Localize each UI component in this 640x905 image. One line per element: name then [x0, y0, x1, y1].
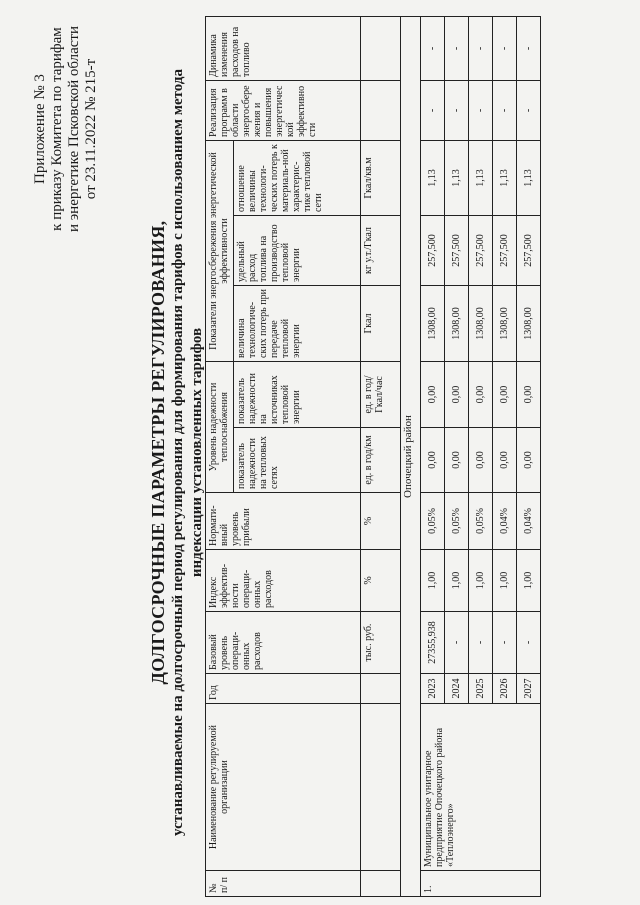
cell-ratio: 1,13 [469, 140, 493, 215]
col-header-index: Индекс эффектив-ности операци-онных расходов [206, 550, 361, 612]
cell-index: 1,00 [445, 550, 469, 612]
parameters-table [205, 16, 541, 897]
unit-loss: Гкал [361, 286, 401, 362]
unit-fuel: кг у.т./Гкал [361, 216, 401, 286]
cell-base: - [469, 612, 493, 674]
cell-index: 1,00 [517, 550, 541, 612]
cell-dynamics: - [469, 16, 493, 80]
cell-ratio: 1,13 [517, 140, 541, 215]
document-subtitle-2: индексации установленных тарифов [189, 327, 205, 578]
appendix-header [32, 26, 100, 232]
col-header-num: № п/ п [206, 871, 361, 897]
cell-index: 1,00 [421, 550, 445, 612]
cell-fuel: 257,500 [421, 216, 445, 286]
cell-profit: 0,04% [493, 493, 517, 550]
col-header-fuel: удельный расход топлива на производство тепловой энергии [234, 216, 361, 286]
col-header-year: Год [206, 674, 361, 704]
cell-rel-src: 0,00 [493, 362, 517, 428]
cell-loss: 1308,00 [469, 286, 493, 362]
col-header-rel-sources: показатель надежности на источниках тепловой энергии [234, 362, 361, 428]
col-header-reliability: Уровень надежности теплоснабжения [206, 362, 234, 493]
cell-profit: 0,05% [445, 493, 469, 550]
cell-rel-src: 0,00 [517, 362, 541, 428]
cell-loss: 1308,00 [421, 286, 445, 362]
cell-base: - [445, 612, 469, 674]
order-reference: к приказу Комитета по тарифам [49, 27, 65, 231]
table-row [421, 16, 445, 896]
units-row [361, 16, 401, 896]
cell-fuel: 257,500 [469, 216, 493, 286]
col-header-base: Базовый уровень операци-онных расходов [206, 612, 361, 674]
cell-fuel: 257,500 [493, 216, 517, 286]
cell-program: - [421, 80, 445, 140]
cell-base: - [517, 612, 541, 674]
col-header-rel-networks: показатель надежности на тепловых сетях [234, 428, 361, 493]
cell-index: 1,00 [469, 550, 493, 612]
cell-program: - [493, 80, 517, 140]
document-subtitle-1: устанавливаемые на долгосрочный период регулирования для формирования тарифов с использованием метода [170, 69, 186, 836]
cell-program: - [445, 80, 469, 140]
cell-rel-src: 0,00 [421, 362, 445, 428]
cell-ratio: 1,13 [445, 140, 469, 215]
committee-name: и энергетике Псковской области [66, 26, 82, 233]
cell-fuel: 257,500 [517, 216, 541, 286]
cell-rel-net: 0,00 [493, 428, 517, 493]
unit-index: % [361, 550, 401, 612]
col-header-profit: Нормати-вный уровень прибыли [206, 493, 361, 550]
order-date: от 23.11.2022 № 215-т [83, 58, 99, 200]
header-row-1 [206, 16, 234, 896]
col-header-program: Реализация программ в области энергосбережения и повышения энергетической эффективности [206, 80, 361, 140]
col-header-energy: Показатели энергосбережения энергетической эффективности [206, 140, 234, 361]
cell-year: 2026 [493, 674, 517, 704]
cell-program: - [469, 80, 493, 140]
unit-profit: % [361, 493, 401, 550]
cell-profit: 0,05% [421, 493, 445, 550]
unit-ratio: Гкал/кв.м [361, 140, 401, 215]
document-title: ДОЛГОСРОЧНЫЕ ПАРАМЕТРЫ РЕГУЛИРОВАНИЯ, [148, 220, 168, 685]
cell-ratio: 1,13 [421, 140, 445, 215]
col-header-name: Наименование регулируемой организации [206, 704, 361, 871]
cell-rel-net: 0,00 [517, 428, 541, 493]
cell-profit: 0,04% [517, 493, 541, 550]
cell-program: - [517, 80, 541, 140]
cell-year: 2024 [445, 674, 469, 704]
cell-rel-net: 0,00 [421, 428, 445, 493]
cell-dynamics: - [421, 16, 445, 80]
appendix-number: Приложение № 3 [32, 74, 48, 184]
cell-rel-src: 0,00 [469, 362, 493, 428]
cell-rel-src: 0,00 [445, 362, 469, 428]
col-header-ratio: отношение величины технологи-ческих потерь к материаль-ной характерис-тике тепловой сети [234, 140, 361, 215]
org-name: Муниципальное унитарное предприятие Опочецкого района «Теплоэнерго» [421, 704, 541, 871]
unit-base: тыс. руб. [361, 612, 401, 674]
unit-rel-sources: ед. в год/Гкал/час [361, 362, 401, 428]
cell-index: 1,00 [493, 550, 517, 612]
cell-year: 2027 [517, 674, 541, 704]
cell-fuel: 257,500 [445, 216, 469, 286]
district-row [401, 16, 421, 896]
cell-base: - [493, 612, 517, 674]
unit-rel-networks: ед. в год/км [361, 428, 401, 493]
cell-year: 2023 [421, 674, 445, 704]
col-header-dynamics: Динамика изменения расходов на топливо [206, 16, 361, 80]
district-name: Опочецкий район [401, 16, 421, 896]
cell-dynamics: - [493, 16, 517, 80]
cell-rel-net: 0,00 [445, 428, 469, 493]
cell-profit: 0,05% [469, 493, 493, 550]
cell-ratio: 1,13 [493, 140, 517, 215]
col-header-loss: величина технологиче-ских потерь при передаче тепловой энергии [234, 286, 361, 362]
org-number: 1. [421, 871, 541, 897]
cell-year: 2025 [469, 674, 493, 704]
cell-loss: 1308,00 [445, 286, 469, 362]
cell-loss: 1308,00 [493, 286, 517, 362]
cell-dynamics: - [445, 16, 469, 80]
cell-base: 27355,938 [421, 612, 445, 674]
cell-rel-net: 0,00 [469, 428, 493, 493]
cell-loss: 1308,00 [517, 286, 541, 362]
cell-dynamics: - [517, 16, 541, 80]
